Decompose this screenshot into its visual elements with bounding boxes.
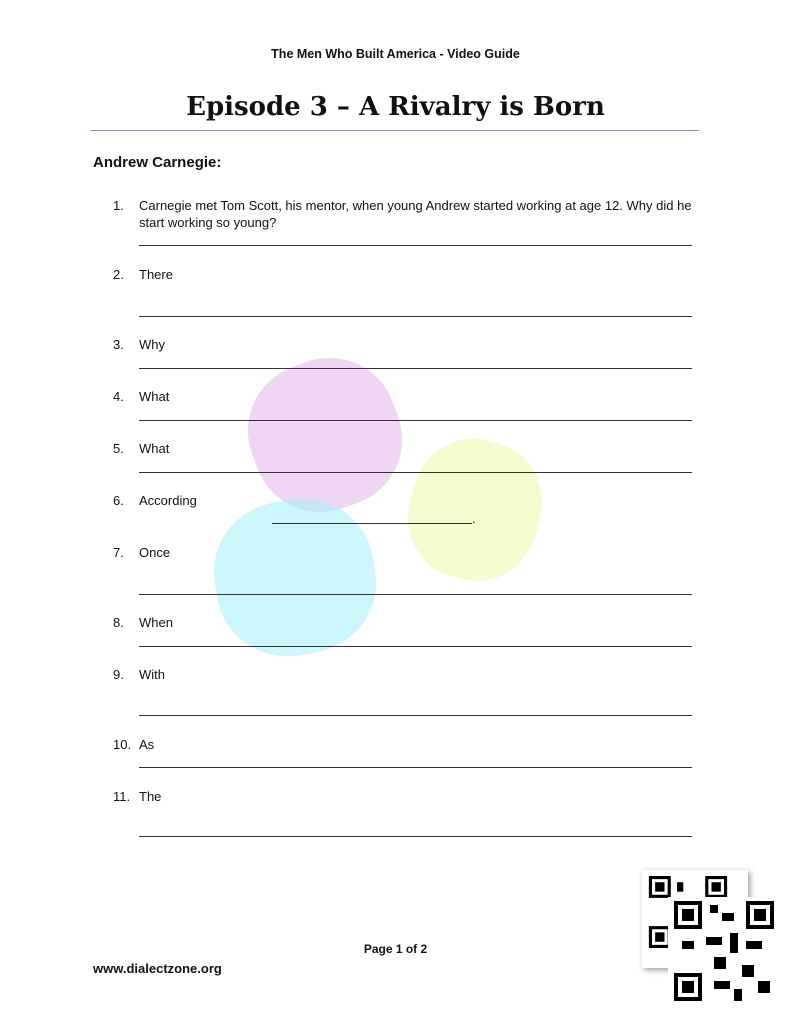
question-text: Carnegie met Tom Scott, his mentor, when young Andrew started working at age 12. Why did he start working so young?	[139, 198, 692, 230]
qr-code[interactable]	[668, 897, 788, 1013]
answer-line[interactable]	[139, 715, 692, 716]
answer-line[interactable]	[139, 368, 692, 369]
question-number: 9.	[113, 667, 124, 682]
question-number: 5.	[113, 441, 124, 456]
question-text: Why	[139, 337, 165, 352]
period: .	[472, 511, 476, 526]
answer-line[interactable]	[139, 316, 692, 317]
question-number: 3.	[113, 337, 124, 352]
question-number: 10.	[113, 737, 132, 752]
question-text: According	[139, 493, 197, 508]
question-text: Once	[139, 545, 171, 560]
question-text: As	[139, 737, 155, 752]
answer-line[interactable]	[139, 245, 692, 246]
question-number: 8.	[113, 615, 124, 630]
page-number: Page 1 of 2	[363, 942, 428, 956]
question-number: 7.	[113, 545, 124, 560]
answer-line[interactable]	[139, 420, 692, 421]
title-divider	[91, 130, 699, 131]
answer-line[interactable]	[139, 472, 692, 473]
question-number: 2.	[113, 267, 124, 282]
question-number: 4.	[113, 389, 124, 404]
section-heading: Andrew Carnegie:	[93, 154, 222, 171]
answer-line[interactable]	[139, 836, 692, 837]
answer-line[interactable]	[139, 767, 692, 768]
question-number: 6.	[113, 493, 124, 508]
question-text: There	[139, 267, 173, 282]
question-number: 11.	[113, 789, 131, 804]
fill-in-blank[interactable]	[272, 523, 472, 524]
question-text: The	[139, 789, 162, 804]
question-text: What	[139, 389, 170, 404]
question-text: When	[139, 615, 173, 630]
question-text: What	[139, 441, 170, 456]
website-link[interactable]: www.dialectzone.org	[93, 961, 222, 976]
answer-line[interactable]	[139, 646, 692, 647]
question-text: With	[139, 667, 165, 682]
page-title: Episode 3 – A Rivalry is Born	[186, 92, 605, 122]
answer-line[interactable]	[139, 594, 692, 595]
question-number: 1.	[113, 198, 124, 213]
document-header: The Men Who Built America - Video Guide	[271, 47, 520, 61]
